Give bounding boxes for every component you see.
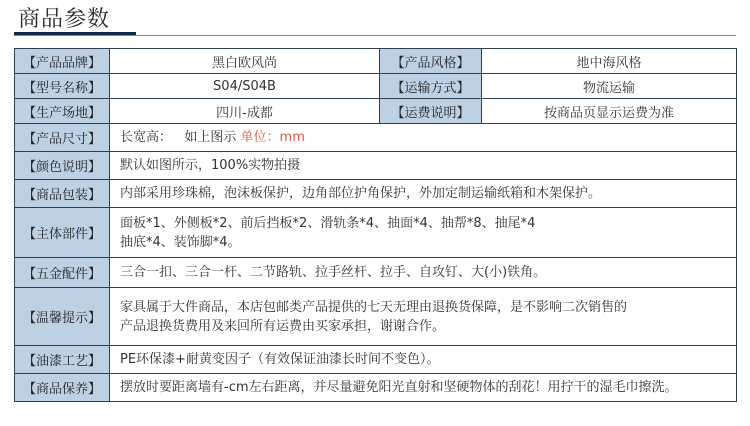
label-size: 【产品尺寸】 [15,124,110,152]
spec-table [14,48,737,402]
table-row [15,346,737,374]
section-header [14,0,736,38]
table-row [15,74,737,99]
label-care: 【商品保养】 [15,374,110,402]
table-row [15,49,737,74]
value-brand: 黑白欧风尚 [110,49,380,74]
value-shipping: 物流运输 [482,74,737,99]
value-color: 默认如图所示，100%实物拍摄 [120,158,301,173]
table-row [15,99,737,124]
size-unit: 单位：mm [240,130,305,145]
label-model: 【型号名称】 [15,74,110,99]
value-paint: PE环保漆+耐黄变因子（有效保证油漆长时间不变色）。 [120,352,440,367]
table-row [15,374,737,402]
label-paint: 【油漆工艺】 [15,346,110,374]
value-origin: 四川-成都 [110,99,380,124]
value-size [110,124,737,152]
table-row [15,152,737,180]
value-packaging: 内部采用珍珠棉，泡沫板保护，边角部位护角保护，外加定制运输纸箱和木架保护。 [120,186,602,201]
label-style: 【产品风格】 [380,49,482,74]
label-tips: 【温馨提示】 [15,288,110,346]
section-title: 商品参数 [18,7,111,32]
value-parts: 面板*1、外侧板*2、前后挡板*2、滑轨条*4、抽面*4、抽帮*8、抽尾*4 抽底*4、装饰脚*4。 [120,215,536,250]
table-row [15,180,737,208]
value-care: 摆放时要距离墙有-cm左右距离，并尽量避免阳光直射和坚硬物体的刮花！用拧干的湿毛巾擦洗。 [120,380,678,395]
size-prefix: 长宽高： 如上图示 [120,130,241,145]
value-model: S04/S04B [110,74,380,99]
label-brand: 【产品品牌】 [15,49,110,74]
label-hardware: 【五金配件】 [15,258,110,288]
label-parts: 【主体部件】 [15,208,110,258]
label-shipping: 【运输方式】 [380,74,482,99]
value-tips: 家具属于大件商品，本店包邮类产品提供的七天无理由退换货保障，是不影响二次销售的 产品退换货费用及来回所有运费由买家承担，谢谢合作。 [120,299,628,334]
label-freight: 【运费说明】 [380,99,482,124]
label-origin: 【生产场地】 [15,99,110,124]
table-row [15,288,737,346]
table-row [15,208,737,258]
value-freight: 按商品页显示运费为准 [482,99,737,124]
value-hardware: 三合一扣、三合一杆、二节路轨、拉手丝杆、拉手、自攻钉、大(小)铁角。 [120,265,547,280]
table-row [15,258,737,288]
value-style: 地中海风格 [482,49,737,74]
label-color: 【颜色说明】 [15,152,110,180]
header-divider [14,35,736,36]
table-row [15,124,737,152]
label-packaging: 【商品包装】 [15,180,110,208]
